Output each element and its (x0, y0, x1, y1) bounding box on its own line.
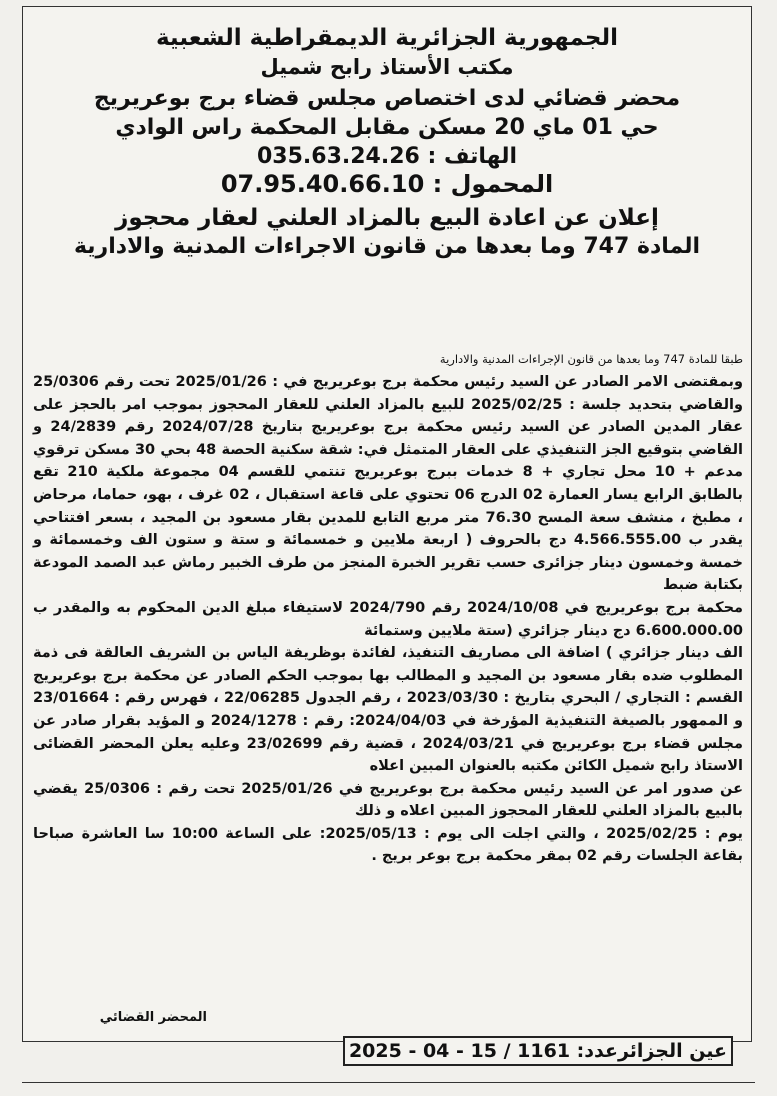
body-paragraph-4: عن صدور امر عن السيد رئيس محكمة برج بوعريريج في 2025/01/26 تحت رقم : 25/0306 يقضي بالبيع بالمزاد العلني للعقار المحجوز المبين اعلاه و ذلك (33, 780, 743, 820)
notice-header (23, 7, 751, 259)
mobile-number: المحمول : 07.95.40.66.10 (220, 170, 554, 199)
newspaper-reference: عين الجزائرعدد: 1161 / 15 - 04 - 2025 (343, 1036, 733, 1066)
bailiff-signature: المحضر القضائي (99, 1010, 207, 1025)
notice-title: إعلان عن اعادة البيع بالمزاد العلني لعقار محجوز (115, 205, 659, 232)
body-paragraph-1: وبمقتضى الامر الصادر عن السيد رئيس محكمة برج بوعريريج في : 2025/01/26 تحت رقم 25/0306 والقاضي بتحديد جلسة : 2025/02/25 للبيع بالمزاد العلني للعقار المحجوز بموجب امر بالحجز على عقار المدين الصادر عن السيد رئيس محكمة برج بوعريريج بتاريخ 2024/07/28 رقم 24/2839 و القاضي بتوقيع الجز التنفيذي على العقار المتمثل في: شقة سكنية الحصة 48 بحي 30 مسكن ترقوي مدعم + 10 محل تجاري + 8 خدمات ببرج بوعريريج تنتمي للقسم 04 مجموعة ملكية 210 تقع بالطابق الرابع يسار العمارة 02 الدرج 06 تحتوي على قاعة استقبال ، 02 غرف ، بهو، حماما، مرحاض ، مطبخ ، منشف سعة المسح 76.30 متر مربع التابع للمدين بقار مسعود بن المجيد ، بسعر افتتاحي يقدر ب 4.566.555.00 دج بالحروف ( اربعة ملايين و خمسمائة و ستة و ستون الف وخمسمائة و خمسة وخمسون دينار جزائرى حسب تقرير الخبرة المنجز من طرف الخبير رماش عبد الصمد المودعة بكتابة ضبط (33, 374, 744, 594)
bailiff-role: محضر قضائي لدى اختصاص مجلس قضاء برج بوعريريج (93, 85, 681, 111)
phone-number: الهاتف : 035.63.24.26 (256, 144, 517, 170)
body-paragraph-2: محكمة برج بوعريريج في 2024/10/08 رقم 2024/790 لاستيفاء مبلغ الدين المحكوم به والمقدر ب 6.600.000.00 دج دينار جزائري (ستة ملايين وستمائة (33, 599, 744, 639)
office-address: حي 01 ماي 20 مسكن مقابل المحكمة راس الوادي (115, 114, 659, 140)
bottom-divider (22, 1082, 755, 1083)
body-paragraph-3: الف دينار جزائري ) اضافة الى مصاريف التنفيذ، لفائدة بوظريفة الياس بن الشريف العالقة فى ذمة المطلوب ضده بقار مسعود بن المجيد و المطالب بها بموجب الحكم الصادر عن محكمة برج بوعريريج القسم : التجاري / البحري بتاريخ : 2023/03/30 ، رقم الجدول 22/06285 ، فهرس رقم : 23/01664 و الممهور بالصيغة التنفيذية المؤرخة في 2024/04/03: رقم : 2024/1278 و المؤيد بقرار صادر عن مجلس قضاء برج بوعريريج في 2024/03/21 ، قضية رقم 23/02699 وعليه يعلن المحضر القضائى الاستاذ رابح شميل الكائن مكتبه بالعنوان المبين اعلاه (33, 645, 744, 775)
republic-heading: الجمهورية الجزائرية الديمقراطية الشعبية (155, 25, 619, 51)
notice-body (33, 351, 743, 868)
auction-notice (22, 6, 752, 1042)
office-name: مكتب الأستاذ رابح شميل (260, 55, 514, 80)
body-paragraph-5: يوم : 2025/02/25 ، والتي اجلت الى يوم : 2025/05/13: على الساعة 10:00 سا العاشرة صباحا بقاعة الجلسات رقم 02 بمقر محكمة برج بوعر بريج . (33, 825, 743, 865)
legal-basis: طبقا للمادة 747 وما بعدها من قانون الإجراءات المدنية والادارية (439, 352, 743, 366)
notice-subtitle: المادة 747 وما بعدها من قانون الاجراءات المدنية والادارية (73, 233, 701, 259)
